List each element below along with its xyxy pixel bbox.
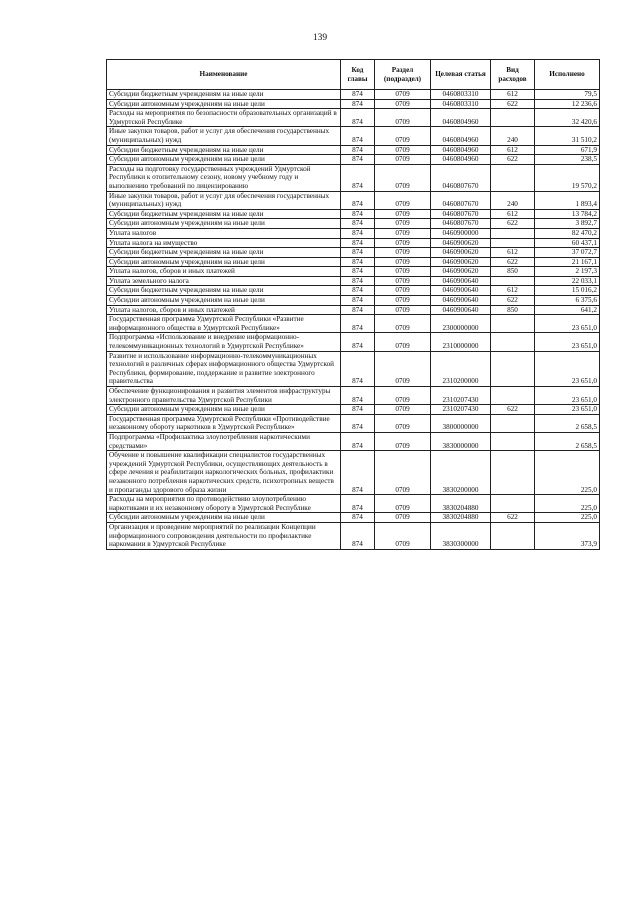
cell-type xyxy=(491,495,535,513)
cell-executed: 23 651,0 xyxy=(535,333,600,351)
cell-executed: 37 072,7 xyxy=(535,248,600,258)
table-row xyxy=(107,109,600,127)
cell-type xyxy=(491,164,535,191)
cell-section: 0709 xyxy=(375,267,431,277)
cell-name: Уплата земельного налога xyxy=(107,276,341,286)
cell-code: 874 xyxy=(341,315,375,333)
cell-name: Обеспечение функционирования и развития элементов инфраструктуры электронного правительства Удмуртской Республики xyxy=(107,387,341,405)
cell-type xyxy=(491,414,535,432)
table-row xyxy=(107,209,600,219)
cell-type: 240 xyxy=(491,127,535,145)
cell-section: 0709 xyxy=(375,238,431,248)
cell-name: Организация и проведение мероприятий по реализации Концепции информационного сопровождения деятельности по профилактике наркомании в Удмуртской Республике xyxy=(107,522,341,549)
cell-name: Субсидии бюджетным учреждениям на иные цели xyxy=(107,90,341,100)
table-row xyxy=(107,432,600,450)
cell-executed: 12 236,6 xyxy=(535,99,600,109)
cell-executed: 225,0 xyxy=(535,451,600,495)
cell-type: 240 xyxy=(491,191,535,209)
cell-name: Субсидии автономным учреждениям на иные цели xyxy=(107,99,341,109)
cell-executed: 79,5 xyxy=(535,90,600,100)
cell-code: 874 xyxy=(341,305,375,315)
cell-type xyxy=(491,315,535,333)
header-target: Целевая статья xyxy=(431,60,491,90)
cell-type: 622 xyxy=(491,99,535,109)
cell-type xyxy=(491,387,535,405)
cell-executed: 225,0 xyxy=(535,495,600,513)
table-row xyxy=(107,90,600,100)
table-row xyxy=(107,405,600,415)
cell-section: 0709 xyxy=(375,90,431,100)
cell-target: 2310200000 xyxy=(431,351,491,386)
cell-target: 0460807670 xyxy=(431,219,491,229)
cell-section: 0709 xyxy=(375,164,431,191)
cell-target: 3830000000 xyxy=(431,432,491,450)
cell-code: 874 xyxy=(341,109,375,127)
cell-target: 0460804960 xyxy=(431,145,491,155)
cell-target: 0460900640 xyxy=(431,286,491,296)
cell-section: 0709 xyxy=(375,127,431,145)
cell-executed: 23 651,0 xyxy=(535,387,600,405)
cell-name: Иные закупки товаров, работ и услуг для обеспечения государственных (муниципальных) нужд xyxy=(107,127,341,145)
table-row xyxy=(107,238,600,248)
cell-type xyxy=(491,238,535,248)
cell-name: Уплата налогов xyxy=(107,228,341,238)
cell-type xyxy=(491,451,535,495)
table-row xyxy=(107,495,600,513)
cell-name: Субсидии бюджетным учреждениям на иные цели xyxy=(107,286,341,296)
cell-type: 612 xyxy=(491,90,535,100)
table-row xyxy=(107,145,600,155)
cell-executed: 22 033,1 xyxy=(535,276,600,286)
table-row xyxy=(107,248,600,258)
cell-code: 874 xyxy=(341,209,375,219)
table-row xyxy=(107,414,600,432)
cell-type: 622 xyxy=(491,155,535,165)
table-row xyxy=(107,228,600,238)
table-row xyxy=(107,219,600,229)
table-row xyxy=(107,267,600,277)
cell-target: 0460900620 xyxy=(431,267,491,277)
cell-code: 874 xyxy=(341,127,375,145)
cell-target: 0460804960 xyxy=(431,109,491,127)
cell-type: 850 xyxy=(491,305,535,315)
cell-type: 612 xyxy=(491,145,535,155)
cell-target: 0460900640 xyxy=(431,276,491,286)
table-row xyxy=(107,99,600,109)
cell-executed: 6 375,6 xyxy=(535,296,600,306)
cell-code: 874 xyxy=(341,296,375,306)
cell-section: 0709 xyxy=(375,296,431,306)
cell-section: 0709 xyxy=(375,432,431,450)
cell-target: 3800000000 xyxy=(431,414,491,432)
cell-target: 0460804960 xyxy=(431,155,491,165)
cell-type: 622 xyxy=(491,296,535,306)
cell-code: 874 xyxy=(341,405,375,415)
cell-section: 0709 xyxy=(375,99,431,109)
cell-section: 0709 xyxy=(375,248,431,258)
cell-name: Расходы на мероприятия по безопасности образовательных организаций в Удмуртской Республике xyxy=(107,109,341,127)
cell-code: 874 xyxy=(341,257,375,267)
cell-code: 874 xyxy=(341,267,375,277)
cell-executed: 60 437,1 xyxy=(535,238,600,248)
table-row xyxy=(107,296,600,306)
cell-code: 874 xyxy=(341,333,375,351)
cell-code: 874 xyxy=(341,495,375,513)
table-row xyxy=(107,164,600,191)
cell-code: 874 xyxy=(341,155,375,165)
cell-target: 3830204880 xyxy=(431,513,491,523)
table-row xyxy=(107,351,600,386)
header-executed: Исполнено xyxy=(535,60,600,90)
table-row xyxy=(107,127,600,145)
cell-executed: 19 570,2 xyxy=(535,164,600,191)
cell-section: 0709 xyxy=(375,387,431,405)
cell-section: 0709 xyxy=(375,286,431,296)
cell-name: Субсидии автономным учреждениям на иные цели xyxy=(107,405,341,415)
cell-code: 874 xyxy=(341,351,375,386)
cell-type: 622 xyxy=(491,513,535,523)
cell-executed: 3 892,7 xyxy=(535,219,600,229)
cell-executed: 671,9 xyxy=(535,145,600,155)
cell-type: 612 xyxy=(491,286,535,296)
header-code: Код главы xyxy=(341,60,375,90)
table-body xyxy=(107,90,600,550)
cell-target: 3830300000 xyxy=(431,522,491,549)
cell-name: Государственная программа Удмуртской Республики «Развитие информационного общества в Удмуртской Республике» xyxy=(107,315,341,333)
cell-target: 2310207430 xyxy=(431,387,491,405)
cell-type xyxy=(491,333,535,351)
cell-name: Субсидии бюджетным учреждениям на иные цели xyxy=(107,248,341,258)
cell-section: 0709 xyxy=(375,276,431,286)
cell-target: 0460900620 xyxy=(431,248,491,258)
cell-section: 0709 xyxy=(375,513,431,523)
cell-executed: 23 651,0 xyxy=(535,405,600,415)
cell-type: 622 xyxy=(491,219,535,229)
cell-target: 0460804960 xyxy=(431,127,491,145)
cell-executed: 32 420,6 xyxy=(535,109,600,127)
cell-section: 0709 xyxy=(375,414,431,432)
cell-name: Обучение и повышение квалификации специалистов государственных учреждений Удмуртской Республики, осуществляющих деятельность в сфере лечения и реабилитации наркологических больных, профилактики незаконного потребления наркотических средств, психотропных веществ и пропаганды здорового образа жизни xyxy=(107,451,341,495)
cell-executed: 13 784,2 xyxy=(535,209,600,219)
cell-executed: 15 016,2 xyxy=(535,286,600,296)
cell-name: Расходы на подготовку государственных учреждений Удмуртской Республики к отопительному сезону, новому учебному году и выполнению требований по лицензированию xyxy=(107,164,341,191)
cell-type: 612 xyxy=(491,209,535,219)
cell-executed: 82 470,2 xyxy=(535,228,600,238)
cell-section: 0709 xyxy=(375,351,431,386)
table-header-row xyxy=(107,60,600,90)
cell-type xyxy=(491,432,535,450)
cell-name: Подпрограмма «Профилактика злоупотребления наркотическими средствами» xyxy=(107,432,341,450)
cell-code: 874 xyxy=(341,145,375,155)
cell-section: 0709 xyxy=(375,451,431,495)
page-number: 139 xyxy=(312,33,328,43)
table-row xyxy=(107,315,600,333)
cell-section: 0709 xyxy=(375,209,431,219)
cell-name: Уплата налога на имущество xyxy=(107,238,341,248)
cell-section: 0709 xyxy=(375,219,431,229)
budget-table xyxy=(106,59,600,550)
table-row xyxy=(107,513,600,523)
cell-name: Расходы на мероприятия по противодействию злоупотреблению наркотиками и их незаконному обороту в Удмуртской Республике xyxy=(107,495,341,513)
table-row xyxy=(107,333,600,351)
cell-executed: 238,5 xyxy=(535,155,600,165)
header-section: Раздел (подраздел) xyxy=(375,60,431,90)
cell-type xyxy=(491,228,535,238)
cell-name: Государственная программа Удмуртской Республики «Противодействие незаконному обороту наркотиков в Удмуртской Республике» xyxy=(107,414,341,432)
table-row xyxy=(107,257,600,267)
cell-executed: 225,0 xyxy=(535,513,600,523)
cell-name: Субсидии автономным учреждениям на иные цели xyxy=(107,155,341,165)
cell-target: 2310207430 xyxy=(431,405,491,415)
cell-section: 0709 xyxy=(375,405,431,415)
cell-target: 0460900000 xyxy=(431,228,491,238)
cell-name: Субсидии автономным учреждениям на иные цели xyxy=(107,257,341,267)
cell-code: 874 xyxy=(341,414,375,432)
cell-target: 0460803310 xyxy=(431,90,491,100)
cell-section: 0709 xyxy=(375,305,431,315)
cell-type xyxy=(491,522,535,549)
table-row xyxy=(107,276,600,286)
cell-section: 0709 xyxy=(375,191,431,209)
table-row xyxy=(107,155,600,165)
cell-section: 0709 xyxy=(375,495,431,513)
cell-code: 874 xyxy=(341,513,375,523)
cell-target: 0460900620 xyxy=(431,257,491,267)
cell-executed: 2 658,5 xyxy=(535,414,600,432)
cell-code: 874 xyxy=(341,387,375,405)
cell-code: 874 xyxy=(341,99,375,109)
cell-section: 0709 xyxy=(375,522,431,549)
cell-executed: 1 893,4 xyxy=(535,191,600,209)
cell-target: 0460900640 xyxy=(431,296,491,306)
cell-target: 2310000000 xyxy=(431,333,491,351)
table-row xyxy=(107,522,600,549)
cell-target: 0460807670 xyxy=(431,164,491,191)
cell-name: Уплата налогов, сборов и иных платежей xyxy=(107,267,341,277)
cell-name: Развитие и использование информационно-телекоммуникационных технологий в различных сферах информационного общества Удмуртской Республики, формирование, поддержание и развитие электронного правительства xyxy=(107,351,341,386)
cell-executed: 2 197,3 xyxy=(535,267,600,277)
cell-type: 612 xyxy=(491,248,535,258)
cell-executed: 23 651,0 xyxy=(535,315,600,333)
cell-name: Субсидии бюджетным учреждениям на иные цели xyxy=(107,209,341,219)
cell-section: 0709 xyxy=(375,109,431,127)
cell-target: 0460807670 xyxy=(431,209,491,219)
cell-code: 874 xyxy=(341,451,375,495)
cell-code: 874 xyxy=(341,219,375,229)
cell-section: 0709 xyxy=(375,145,431,155)
cell-code: 874 xyxy=(341,228,375,238)
cell-type: 850 xyxy=(491,267,535,277)
cell-code: 874 xyxy=(341,238,375,248)
cell-target: 3830200000 xyxy=(431,451,491,495)
cell-section: 0709 xyxy=(375,228,431,238)
cell-name: Субсидии бюджетным учреждениям на иные цели xyxy=(107,145,341,155)
cell-code: 874 xyxy=(341,164,375,191)
cell-name: Иные закупки товаров, работ и услуг для обеспечения государственных (муниципальных) нужд xyxy=(107,191,341,209)
cell-executed: 2 658,5 xyxy=(535,432,600,450)
cell-target: 0460803310 xyxy=(431,99,491,109)
cell-type xyxy=(491,109,535,127)
cell-type xyxy=(491,276,535,286)
table-row xyxy=(107,286,600,296)
cell-section: 0709 xyxy=(375,155,431,165)
cell-code: 874 xyxy=(341,276,375,286)
cell-section: 0709 xyxy=(375,257,431,267)
cell-name: Субсидии автономным учреждениям на иные цели xyxy=(107,513,341,523)
cell-target: 0460807670 xyxy=(431,191,491,209)
table-row xyxy=(107,387,600,405)
header-name: Наименование xyxy=(107,60,341,90)
cell-target: 2300000000 xyxy=(431,315,491,333)
cell-code: 874 xyxy=(341,90,375,100)
cell-code: 874 xyxy=(341,522,375,549)
cell-executed: 23 651,0 xyxy=(535,351,600,386)
cell-type: 622 xyxy=(491,257,535,267)
cell-name: Субсидии автономным учреждениям на иные цели xyxy=(107,296,341,306)
cell-type xyxy=(491,351,535,386)
cell-type: 622 xyxy=(491,405,535,415)
cell-code: 874 xyxy=(341,286,375,296)
cell-executed: 373,9 xyxy=(535,522,600,549)
cell-code: 874 xyxy=(341,248,375,258)
cell-name: Субсидии автономным учреждениям на иные цели xyxy=(107,219,341,229)
cell-target: 0460900620 xyxy=(431,238,491,248)
table-row xyxy=(107,451,600,495)
cell-executed: 31 510,2 xyxy=(535,127,600,145)
cell-section: 0709 xyxy=(375,315,431,333)
cell-target: 0460900640 xyxy=(431,305,491,315)
table-row xyxy=(107,191,600,209)
cell-executed: 641,2 xyxy=(535,305,600,315)
cell-code: 874 xyxy=(341,191,375,209)
cell-executed: 21 167,1 xyxy=(535,257,600,267)
cell-name: Уплата налогов, сборов и иных платежей xyxy=(107,305,341,315)
header-type: Вид расходов xyxy=(491,60,535,90)
cell-code: 874 xyxy=(341,432,375,450)
cell-name: Подпрограмма «Использование и внедрение информационно-телекоммуникационных технологий в Удмуртской Республике» xyxy=(107,333,341,351)
table-row xyxy=(107,305,600,315)
cell-section: 0709 xyxy=(375,333,431,351)
cell-target: 3830204880 xyxy=(431,495,491,513)
